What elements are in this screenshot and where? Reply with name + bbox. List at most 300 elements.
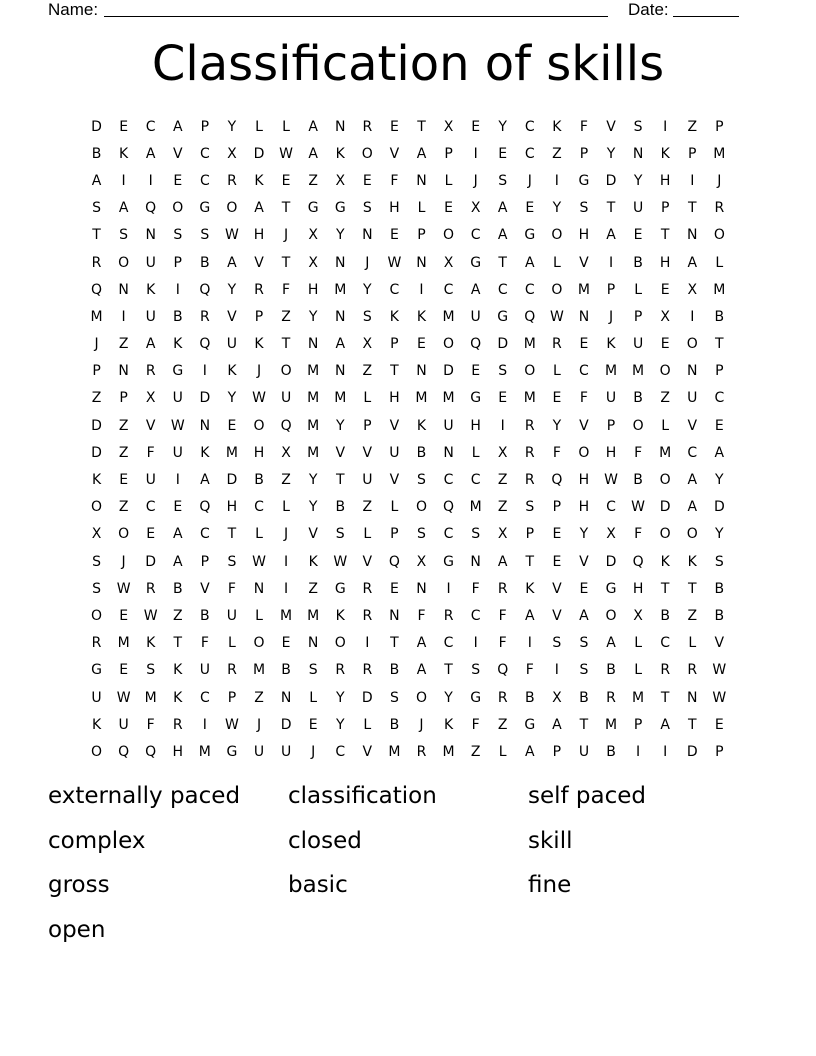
grid-letter: A: [606, 635, 616, 652]
grid-letter: X: [552, 689, 562, 706]
grid-letter: R: [145, 363, 156, 380]
grid-letter: S: [362, 308, 372, 325]
grid-letter: E: [362, 172, 372, 189]
grid-letter: V: [714, 635, 725, 652]
grid-letter: F: [634, 444, 643, 461]
grid-letter: E: [579, 336, 589, 353]
grid-letter: L: [390, 499, 399, 516]
grid-letter: X: [443, 254, 454, 271]
grid-letter: G: [497, 308, 509, 325]
grid-letter: I: [284, 553, 289, 570]
grid-letter: I: [500, 417, 505, 434]
grid-letter: W: [252, 390, 266, 407]
word-list-item: gross: [48, 872, 110, 898]
grid-letter: O: [659, 526, 671, 543]
grid-letter: T: [173, 635, 183, 652]
grid-letter: O: [443, 336, 455, 353]
grid-letter: A: [200, 472, 210, 489]
grid-letter: X: [497, 526, 508, 543]
grid-letter: Z: [118, 336, 129, 353]
grid-letter: C: [497, 281, 508, 298]
grid-letter: E: [417, 336, 426, 353]
grid-letter: X: [687, 281, 698, 298]
grid-letter: I: [148, 172, 153, 189]
grid-letter: B: [200, 607, 210, 624]
grid-letter: K: [227, 363, 237, 380]
grid-letter: E: [389, 227, 399, 244]
grid-letter: S: [119, 227, 129, 244]
grid-letter: K: [91, 472, 102, 489]
grid-letter: T: [335, 472, 345, 489]
grid-letter: M: [713, 145, 726, 162]
grid-letter: V: [362, 553, 373, 570]
grid-letter: B: [335, 499, 346, 516]
grid-letter: M: [334, 281, 347, 298]
grid-letter: U: [687, 390, 698, 407]
grid-letter: O: [91, 499, 103, 516]
grid-letter: Y: [444, 689, 453, 706]
grid-letter: G: [524, 716, 536, 733]
grid-letter: S: [200, 227, 210, 244]
grid-letter: Y: [227, 390, 237, 407]
grid-letter: L: [255, 118, 263, 135]
grid-letter: O: [415, 499, 427, 516]
grid-letter: W: [143, 607, 158, 624]
grid-letter: M: [713, 281, 726, 298]
grid-letter: E: [389, 118, 399, 135]
grid-letter: E: [498, 145, 508, 162]
grid-letter: C: [443, 281, 454, 298]
grid-letter: X: [362, 336, 373, 353]
grid-letter: I: [554, 172, 559, 189]
grid-letter: N: [118, 363, 129, 380]
grid-letter: Y: [715, 472, 724, 489]
grid-letter: Y: [606, 145, 616, 162]
grid-letter: H: [578, 227, 590, 244]
grid-letter: S: [579, 662, 589, 679]
grid-letter: O: [91, 743, 103, 760]
grid-letter: W: [170, 417, 185, 434]
grid-letter: T: [660, 227, 670, 244]
grid-letter: K: [173, 662, 183, 679]
grid-letter: F: [579, 390, 588, 407]
grid-letter: C: [660, 635, 671, 652]
grid-letter: C: [145, 118, 156, 135]
grid-letter: U: [470, 308, 481, 325]
grid-letter: L: [634, 281, 642, 298]
grid-letter: R: [552, 336, 562, 353]
grid-letter: D: [145, 553, 157, 570]
grid-letter: I: [175, 472, 180, 489]
grid-letter: H: [470, 417, 481, 434]
grid-letter: J: [256, 716, 262, 733]
grid-letter: B: [416, 444, 427, 461]
grid-letter: D: [605, 553, 617, 570]
grid-letter: W: [116, 689, 131, 706]
grid-letter: F: [552, 444, 561, 461]
grid-letter: J: [121, 553, 126, 570]
grid-letter: N: [307, 336, 319, 353]
grid-letter: H: [389, 200, 400, 217]
grid-letter: O: [686, 526, 698, 543]
grid-letter: Z: [118, 417, 129, 434]
name-field-line: [104, 0, 608, 17]
grid-letter: C: [470, 472, 481, 489]
grid-letter: K: [254, 336, 264, 353]
grid-letter: Z: [308, 580, 318, 597]
grid-letter: Z: [172, 607, 183, 624]
page-title: Classification of skills: [151, 36, 665, 92]
grid-letter: H: [632, 580, 644, 597]
grid-letter: V: [145, 417, 156, 434]
grid-letter: N: [687, 363, 698, 380]
grid-letter: Q: [199, 499, 211, 516]
grid-letter: Y: [579, 526, 589, 543]
grid-letter: V: [552, 580, 562, 597]
grid-letter: A: [687, 254, 698, 271]
grid-letter: C: [524, 118, 535, 135]
grid-letter: G: [578, 172, 590, 189]
grid-letter: Q: [145, 200, 157, 217]
grid-letter: T: [606, 200, 616, 217]
grid-letter: V: [389, 417, 400, 434]
grid-letter: M: [225, 444, 238, 461]
grid-letter: E: [633, 227, 643, 244]
grid-letter: Y: [633, 172, 643, 189]
grid-letter: Y: [498, 118, 507, 135]
grid-letter: O: [659, 472, 671, 489]
grid-letter: L: [444, 172, 453, 189]
grid-letter: Y: [363, 281, 372, 298]
grid-letter: C: [145, 499, 156, 516]
grid-letter: M: [604, 363, 618, 380]
grid-letter: E: [471, 118, 481, 135]
grid-letter: E: [389, 580, 399, 597]
grid-letter: C: [470, 227, 481, 244]
grid-letter: U: [632, 336, 644, 353]
grid-letter: M: [523, 390, 536, 407]
grid-letter: P: [715, 118, 724, 135]
grid-letter: M: [144, 689, 157, 706]
word-list-item: complex: [48, 827, 146, 854]
grid-letter: Z: [281, 308, 291, 325]
grid-letter: Y: [335, 689, 345, 706]
grid-letter: S: [335, 526, 345, 543]
grid-letter: T: [390, 363, 399, 380]
grid-letter: P: [660, 200, 670, 217]
grid-letter: N: [687, 227, 698, 244]
grid-letter: O: [91, 607, 103, 624]
grid-letter: A: [497, 227, 508, 244]
grid-letter: C: [579, 363, 589, 380]
grid-letter: M: [307, 444, 320, 461]
word-list: [48, 779, 768, 957]
grid-letter: B: [714, 308, 725, 325]
grid-letter: Y: [552, 417, 562, 434]
grid-letter: D: [361, 689, 373, 706]
grid-letter: G: [470, 254, 482, 271]
grid-letter: I: [663, 743, 668, 760]
grid-letter: P: [119, 390, 128, 407]
grid-letter: C: [687, 444, 698, 461]
grid-letter: M: [90, 308, 103, 325]
grid-letter: K: [173, 336, 183, 353]
grid-letter: Y: [227, 281, 237, 298]
grid-row: [83, 412, 733, 439]
grid-letter: K: [146, 281, 156, 298]
grid-letter: K: [119, 145, 129, 162]
grid-letter: E: [552, 526, 562, 543]
grid-letter: U: [172, 390, 183, 407]
grid-letter: N: [578, 308, 590, 325]
grid-letter: G: [307, 200, 319, 217]
grid-letter: B: [254, 472, 264, 489]
grid-row: [83, 195, 733, 222]
grid-letter: S: [633, 118, 643, 135]
grid-letter: U: [226, 336, 238, 353]
grid-letter: G: [199, 200, 211, 217]
grid-letter: P: [200, 553, 210, 570]
grid-letter: I: [690, 172, 695, 189]
grid-letter: Y: [335, 227, 345, 244]
grid-letter: Q: [91, 281, 103, 298]
grid-letter: B: [579, 689, 589, 706]
grid-letter: Q: [443, 499, 455, 516]
grid-letter: R: [227, 662, 237, 679]
grid-row: [83, 466, 733, 493]
grid-letter: R: [199, 308, 210, 325]
word-list-item: skill: [528, 827, 573, 854]
grid-letter: Q: [388, 553, 400, 570]
grid-letter: M: [388, 743, 401, 760]
grid-letter: X: [227, 145, 237, 162]
grid-letter: F: [282, 281, 291, 298]
grid-letter: S: [525, 499, 535, 516]
grid-letter: X: [497, 444, 508, 461]
grid-letter: B: [389, 662, 400, 679]
grid-letter: D: [253, 145, 265, 162]
grid-letter: J: [527, 172, 532, 189]
grid-letter: V: [200, 580, 210, 597]
grid-letter: A: [687, 499, 698, 516]
grid-letter: G: [443, 553, 454, 570]
grid-letter: J: [473, 172, 478, 189]
grid-letter: I: [608, 254, 614, 271]
grid-letter: L: [309, 689, 318, 706]
grid-letter: Z: [308, 172, 318, 189]
grid-letter: A: [606, 227, 616, 244]
grid-letter: R: [335, 662, 346, 679]
grid-letter: L: [255, 607, 263, 624]
grid-letter: T: [660, 689, 670, 706]
grid-letter: K: [606, 336, 616, 353]
grid-letter: Z: [497, 472, 508, 489]
grid-row: [83, 711, 733, 738]
grid-letter: W: [549, 308, 564, 325]
grid-letter: R: [254, 281, 264, 298]
grid-letter: P: [606, 281, 616, 298]
grid-letter: V: [254, 254, 264, 271]
grid-letter: V: [606, 118, 616, 135]
grid-letter: W: [387, 254, 402, 271]
grid-letter: I: [473, 635, 478, 652]
grid-letter: K: [687, 553, 697, 570]
grid-letter: C: [443, 635, 454, 652]
grid-letter: C: [199, 172, 210, 189]
grid-letter: C: [199, 526, 210, 543]
grid-letter: Z: [254, 689, 264, 706]
grid-letter: O: [280, 363, 292, 380]
grid-letter: Y: [308, 499, 318, 516]
grid-letter: R: [91, 254, 102, 271]
grid-letter: O: [632, 417, 644, 434]
grid-letter: I: [202, 716, 207, 733]
grid-letter: N: [416, 363, 427, 380]
grid-letter: M: [280, 607, 293, 624]
grid-row: [83, 222, 733, 249]
grid-letter: V: [335, 444, 346, 461]
grid-letter: L: [552, 254, 561, 271]
grid-row: [83, 738, 733, 765]
grid-letter: S: [173, 227, 183, 244]
grid-letter: P: [715, 743, 724, 760]
word-list-item: fine: [528, 872, 572, 898]
grid-letter: C: [524, 281, 535, 298]
grid-letter: D: [199, 390, 211, 407]
grid-letter: E: [660, 281, 670, 298]
grid-letter: N: [335, 254, 346, 271]
grid-letter: K: [660, 553, 670, 570]
grid-letter: B: [606, 743, 616, 760]
grid-letter: L: [688, 635, 697, 652]
grid-letter: L: [634, 635, 642, 652]
grid-letter: M: [523, 336, 536, 353]
grid-letter: E: [119, 607, 129, 624]
grid-letter: P: [552, 743, 562, 760]
grid-letter: Q: [524, 308, 536, 325]
grid-letter: X: [470, 200, 481, 217]
grid-letter: B: [91, 145, 102, 162]
grid-letter: I: [690, 308, 695, 325]
grid-letter: K: [335, 607, 345, 624]
grid-letter: T: [525, 553, 535, 570]
grid-row: [83, 521, 733, 548]
grid-letter: E: [714, 417, 724, 434]
grid-letter: M: [252, 662, 266, 679]
grid-letter: B: [172, 580, 183, 597]
grid-letter: A: [416, 145, 427, 162]
grid-letter: M: [307, 417, 320, 434]
grid-letter: E: [498, 390, 508, 407]
grid-letter: L: [255, 526, 263, 543]
grid-letter: C: [714, 390, 725, 407]
grid-letter: N: [199, 417, 211, 434]
grid-letter: P: [92, 363, 101, 380]
grid-letter: M: [632, 363, 645, 380]
grid-letter: D: [497, 336, 509, 353]
grid-letter: F: [579, 118, 588, 135]
grid-letter: A: [497, 200, 508, 217]
grid-letter: T: [498, 254, 507, 271]
grid-letter: P: [444, 145, 453, 162]
grid-letter: N: [470, 553, 481, 570]
grid-letter: R: [497, 689, 508, 706]
grid-letter: V: [389, 472, 400, 489]
grid-letter: A: [470, 281, 481, 298]
grid-letter: R: [524, 472, 535, 489]
grid-letter: U: [253, 743, 265, 760]
grid-letter: S: [389, 689, 399, 706]
grid-letter: S: [579, 635, 589, 652]
grid-letter: O: [253, 635, 265, 652]
grid-letter: O: [118, 526, 130, 543]
grid-letter: P: [606, 417, 616, 434]
grid-letter: O: [415, 689, 427, 706]
grid-letter: N: [253, 580, 265, 597]
grid-letter: R: [362, 662, 373, 679]
grid-letter: R: [497, 580, 508, 597]
grid-letter: O: [361, 145, 373, 162]
grid-letter: M: [442, 390, 455, 407]
grid-letter: E: [471, 363, 481, 380]
grid-letter: V: [227, 308, 237, 325]
grid-letter: P: [579, 145, 589, 162]
grid-letter: O: [551, 227, 563, 244]
grid-letter: A: [227, 254, 237, 271]
grid-letter: U: [118, 716, 129, 733]
grid-letter: J: [419, 716, 424, 733]
grid-letter: L: [498, 743, 507, 760]
grid-letter: M: [577, 281, 590, 298]
grid-letter: B: [714, 607, 725, 624]
grid-letter: D: [713, 499, 725, 516]
grid-letter: W: [631, 499, 646, 516]
grid-row: [83, 331, 733, 358]
grid-letter: X: [443, 118, 454, 135]
grid-letter: A: [145, 336, 156, 353]
word-list-item: externally paced: [48, 783, 241, 809]
grid-letter: P: [525, 526, 535, 543]
word-list-item: basic: [288, 872, 348, 898]
grid-letter: Q: [551, 472, 563, 489]
header-line: [48, 0, 748, 22]
grid-letter: F: [498, 635, 507, 652]
grid-letter: S: [308, 662, 318, 679]
grid-letter: S: [227, 553, 237, 570]
grid-letter: L: [417, 200, 426, 217]
grid-letter: P: [254, 308, 264, 325]
grid-letter: W: [279, 145, 293, 162]
grid-letter: C: [443, 472, 454, 489]
grid-letter: H: [253, 444, 265, 461]
grid-letter: Z: [362, 363, 373, 380]
grid-letter: A: [579, 607, 589, 624]
grid-letter: V: [362, 743, 373, 760]
grid-row: [83, 167, 733, 194]
grid-letter: T: [687, 580, 697, 597]
grid-letter: T: [687, 200, 697, 217]
date-field-line: [673, 0, 739, 17]
grid-letter: Y: [335, 716, 345, 733]
grid-letter: X: [281, 444, 291, 461]
grid-letter: R: [687, 662, 698, 679]
grid-letter: E: [119, 662, 129, 679]
grid-letter: Z: [497, 499, 508, 516]
grid-letter: A: [172, 118, 183, 135]
grid-letter: F: [146, 716, 155, 733]
grid-letter: D: [91, 444, 102, 461]
grid-letter: H: [578, 499, 590, 516]
